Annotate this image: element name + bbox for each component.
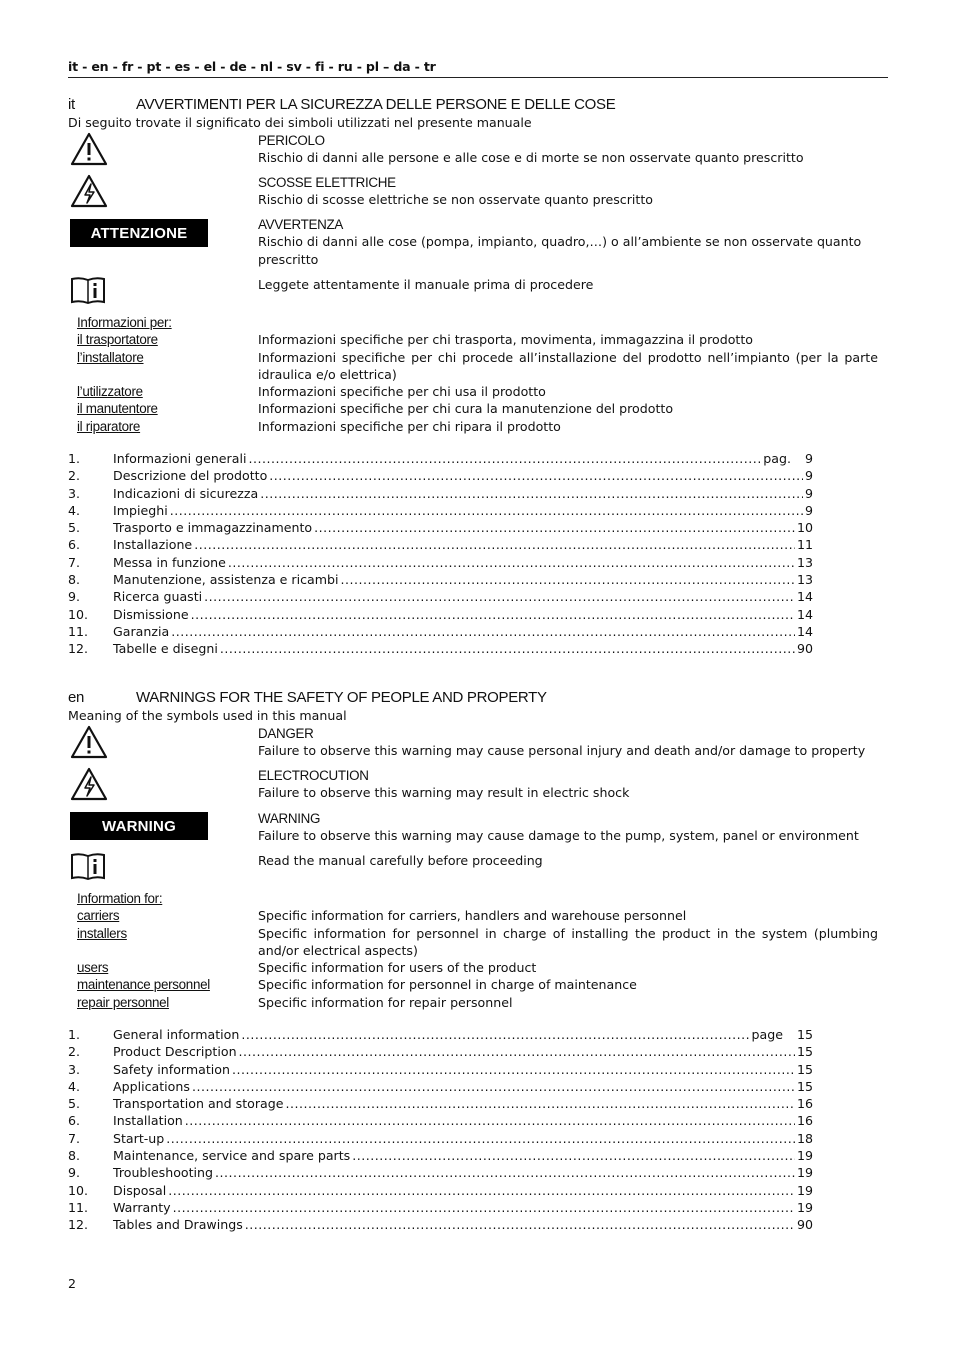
warning-badge: ATTENZIONE — [70, 219, 208, 247]
toc-number: 9. — [68, 1165, 81, 1181]
toc-row — [68, 1147, 813, 1164]
section-intro: Di seguito trovate il significato dei simboli utilizzati nel presente manuale — [68, 115, 532, 130]
toc-number: 5. — [68, 1096, 81, 1112]
toc-page-number: 19 — [796, 1148, 813, 1164]
toc-number: 5. — [68, 520, 81, 536]
language-code: en — [68, 689, 85, 706]
toc-leader-dots — [260, 485, 803, 502]
danger-description: Failure to observe this warning may cause personal injury and death and/or damage to property — [258, 743, 866, 758]
toc-page-label: pag. — [763, 451, 791, 466]
toc-row — [68, 1026, 813, 1043]
toc-page-number: 15 — [796, 1078, 813, 1094]
toc-page — [797, 606, 813, 623]
toc-page — [805, 467, 813, 484]
toc-page — [797, 1182, 813, 1199]
toc-title: Disposal — [113, 1182, 167, 1198]
toc-number: 9. — [68, 589, 81, 605]
section-intro: Meaning of the symbols used in this manual — [68, 708, 347, 723]
warning-badge: WARNING — [70, 812, 208, 840]
toc-leader-dots — [352, 1147, 795, 1164]
toc-number: 2. — [68, 1044, 81, 1060]
toc-page-number: 13 — [796, 554, 813, 570]
section-heading — [68, 689, 880, 707]
toc-row — [68, 1043, 813, 1060]
toc-number: 8. — [68, 572, 81, 588]
toc-number: 6. — [68, 537, 81, 553]
toc-page-number: 19 — [796, 1165, 813, 1181]
toc-leader-dots — [269, 467, 803, 484]
info-description: Specific information for repair personnel — [258, 995, 513, 1010]
toc-page — [797, 1130, 813, 1147]
info-description: Specific information for carriers, handlers and warehouse personnel — [258, 908, 687, 923]
info-description: Informazioni specifiche per chi ripara il prodotto — [258, 419, 561, 434]
toc-title: Indicazioni di sicurezza — [113, 485, 259, 501]
section-title: AVVERTIMENTI PER LA SICUREZZA DELLE PERSONE E DELLE COSE — [136, 96, 616, 113]
info-label: il riparatore — [77, 419, 141, 434]
toc-row — [68, 1095, 813, 1112]
toc-leader-dots — [314, 519, 795, 536]
toc-page-number: 15 — [796, 1044, 813, 1060]
toc-page — [797, 554, 813, 571]
toc-number: 7. — [68, 554, 81, 570]
toc-page — [797, 1043, 813, 1060]
toc-title: Maintenance, service and spare parts — [113, 1148, 351, 1164]
info-label: installers — [77, 926, 127, 941]
electric-description: Rischio di scosse elettriche se non osservate quanto prescritto — [258, 192, 653, 207]
toc-title: Ricerca guasti — [113, 589, 203, 605]
toc-page — [797, 1095, 813, 1112]
toc-page — [797, 536, 813, 553]
toc-number: 12. — [68, 641, 89, 657]
toc-leader-dots — [232, 1061, 795, 1078]
toc-title: Manutenzione, assistenza e ricambi — [113, 572, 339, 588]
toc-page — [763, 450, 813, 467]
toc-page — [797, 1147, 813, 1164]
toc-leader-dots — [173, 1199, 795, 1216]
toc-page-number: 90 — [796, 641, 813, 657]
manual-description: Read the manual carefully before proceeding — [258, 853, 543, 868]
toc-leader-dots — [170, 502, 803, 519]
toc-page-number: 16 — [796, 1113, 813, 1129]
toc-title: Dismissione — [113, 606, 189, 622]
section-en — [68, 689, 880, 1239]
warning-description: Rischio di danni alle cose (pompa, impianto, quadro,…) o all’ambiente se non osservate quanto prescritto — [258, 234, 862, 267]
toc-page-label: page — [751, 1027, 783, 1042]
toc-page — [797, 1061, 813, 1078]
toc-leader-dots — [341, 571, 795, 588]
toc-page — [797, 519, 813, 536]
toc-row — [68, 467, 813, 484]
info-label: repair personnel — [77, 995, 169, 1010]
section-title: WARNINGS FOR THE SAFETY OF PEOPLE AND PROPERTY — [136, 689, 547, 706]
toc-row — [68, 1112, 813, 1129]
toc-page — [752, 1026, 814, 1043]
toc-title: Messa in funzione — [113, 554, 226, 570]
manual-book-icon — [70, 852, 106, 884]
info-label: il manutentore — [77, 401, 158, 416]
toc-leader-dots — [194, 536, 795, 553]
toc-title: Impieghi — [113, 502, 168, 518]
toc-title: Trasporto e immagazzinamento — [113, 520, 313, 536]
toc-title: General information — [113, 1027, 240, 1042]
toc-page-number: 18 — [796, 1130, 813, 1146]
toc-page-number: 14 — [796, 606, 813, 622]
toc-row — [68, 1164, 813, 1181]
section-heading — [68, 96, 880, 114]
toc-page — [805, 485, 813, 502]
info-label: maintenance personnel — [77, 977, 210, 992]
toc-row — [68, 640, 813, 657]
toc-row — [68, 554, 813, 571]
toc-page-number: 15 — [796, 1061, 813, 1077]
toc-page-number: 13 — [796, 572, 813, 588]
toc-number: 2. — [68, 468, 81, 484]
toc-leader-dots — [220, 640, 795, 657]
warning-title: WARNING — [258, 811, 321, 826]
toc-title: Safety information — [113, 1061, 230, 1077]
toc-number: 4. — [68, 502, 81, 518]
toc-title: Tabelle e disegni — [113, 641, 218, 657]
toc-page — [805, 502, 813, 519]
toc-page — [797, 623, 813, 640]
toc-page-number: 90 — [796, 1217, 813, 1233]
info-label: carriers — [77, 908, 120, 923]
section-it — [68, 96, 880, 661]
toc-page-number: 9 — [804, 451, 813, 466]
manual-book-icon — [70, 276, 106, 308]
toc-leader-dots — [285, 1095, 794, 1112]
toc-title: Troubleshooting — [113, 1165, 214, 1181]
table-of-contents — [68, 1026, 813, 1234]
language-list: it - en - fr - pt - es - el - de - nl - sv - fi - ru - pl – da - tr — [68, 58, 888, 78]
info-header: Information for: — [77, 891, 163, 906]
toc-number: 10. — [68, 1182, 89, 1198]
toc-title: Product Description — [113, 1044, 237, 1060]
electric-title: ELECTROCUTION — [258, 768, 369, 783]
toc-row — [68, 1078, 813, 1095]
manual-description: Leggete attentamente il manuale prima di procedere — [258, 277, 594, 292]
info-description: Specific information for personnel in charge of maintenance — [258, 977, 637, 992]
page-number: 2 — [68, 1276, 77, 1291]
toc-row — [68, 571, 813, 588]
toc-number: 3. — [68, 485, 81, 501]
language-code: it — [68, 96, 75, 113]
danger-title: DANGER — [258, 726, 314, 741]
info-header: Informazioni per: — [77, 315, 172, 330]
toc-number: 1. — [68, 1027, 81, 1042]
electric-description: Failure to observe this warning may result in electric shock — [258, 785, 630, 800]
info-label: l’installatore — [77, 350, 144, 365]
toc-page-number: 19 — [796, 1199, 813, 1215]
danger-title: PERICOLO — [258, 133, 325, 148]
toc-page-number: 14 — [796, 623, 813, 639]
electric-title: SCOSSE ELETTRICHE — [258, 175, 396, 190]
toc-number: 10. — [68, 606, 89, 622]
toc-page-number: 16 — [796, 1096, 813, 1112]
toc-number: 6. — [68, 1113, 81, 1129]
toc-number: 1. — [68, 451, 81, 466]
electric-shock-icon — [70, 174, 108, 212]
warning-title: AVVERTENZA — [258, 217, 344, 232]
toc-leader-dots — [248, 450, 761, 467]
toc-leader-dots — [168, 1182, 795, 1199]
toc-row — [68, 1130, 813, 1147]
toc-row — [68, 1216, 813, 1233]
toc-page-number: 9 — [804, 468, 813, 484]
toc-page — [797, 588, 813, 605]
warning-description: Failure to observe this warning may cause damage to the pump, system, panel or environment — [258, 828, 859, 843]
toc-title: Transportation and storage — [113, 1096, 284, 1112]
toc-page-number: 15 — [796, 1027, 813, 1042]
toc-page — [797, 1112, 813, 1129]
toc-row — [68, 519, 813, 536]
toc-title: Tables and Drawings — [113, 1217, 243, 1233]
toc-title: Start-up — [113, 1130, 165, 1146]
toc-number: 4. — [68, 1078, 81, 1094]
danger-description: Rischio di danni alle persone e alle cose e di morte se non osservate quanto prescritto — [258, 150, 804, 165]
toc-title: Informazioni generali — [113, 451, 247, 466]
toc-row — [68, 606, 813, 623]
toc-leader-dots — [192, 1078, 795, 1095]
toc-number: 12. — [68, 1217, 89, 1233]
toc-page — [797, 1199, 813, 1216]
toc-page — [797, 1078, 813, 1095]
toc-leader-dots — [171, 623, 795, 640]
toc-title: Descrizione del prodotto — [113, 468, 268, 484]
toc-number: 11. — [68, 1199, 89, 1215]
toc-row — [68, 1061, 813, 1078]
toc-page-number: 9 — [804, 502, 813, 518]
toc-leader-dots — [239, 1043, 795, 1060]
toc-page-number: 10 — [796, 520, 813, 536]
electric-shock-icon — [70, 767, 108, 805]
toc-leader-dots — [215, 1164, 795, 1181]
toc-row — [68, 1199, 813, 1216]
toc-leader-dots — [245, 1216, 795, 1233]
toc-page-number: 11 — [796, 537, 813, 553]
info-description: Informazioni specifiche per chi procede all’installazione del prodotto nell’impianto (per la parte idraulica e/o elettrica) — [258, 350, 878, 382]
toc-title: Warranty — [113, 1199, 171, 1215]
toc-leader-dots — [228, 554, 795, 571]
toc-title: Applications — [113, 1078, 190, 1094]
toc-title: Installazione — [113, 537, 193, 553]
toc-page — [797, 1216, 813, 1233]
toc-leader-dots — [241, 1026, 749, 1043]
toc-row — [68, 623, 813, 640]
toc-leader-dots — [185, 1112, 795, 1129]
danger-triangle-icon — [70, 725, 108, 763]
info-label: users — [77, 960, 109, 975]
table-of-contents — [68, 450, 813, 658]
toc-leader-dots — [166, 1130, 795, 1147]
toc-row — [68, 1182, 813, 1199]
toc-page — [797, 571, 813, 588]
toc-page — [797, 640, 813, 657]
toc-number: 8. — [68, 1148, 81, 1164]
toc-page-number: 19 — [796, 1182, 813, 1198]
info-description: Informazioni specifiche per chi cura la manutenzione del prodotto — [258, 401, 674, 416]
toc-leader-dots — [191, 606, 795, 623]
toc-title: Garanzia — [113, 623, 170, 639]
info-label: il trasportatore — [77, 332, 158, 347]
toc-row — [68, 450, 813, 467]
toc-row — [68, 485, 813, 502]
toc-row — [68, 502, 813, 519]
toc-row — [68, 588, 813, 605]
info-description: Informazioni specifiche per chi usa il prodotto — [258, 384, 546, 399]
toc-page — [797, 1164, 813, 1181]
toc-title: Installation — [113, 1113, 183, 1129]
toc-number: 7. — [68, 1130, 81, 1146]
info-description: Informazioni specifiche per chi trasporta, movimenta, immagazzina il prodotto — [258, 332, 754, 347]
info-label: l’utilizzatore — [77, 384, 143, 399]
toc-page-number: 14 — [796, 589, 813, 605]
toc-number: 3. — [68, 1061, 81, 1077]
danger-triangle-icon — [70, 132, 108, 170]
info-description: Specific information for users of the product — [258, 960, 537, 975]
toc-leader-dots — [204, 588, 795, 605]
info-description: Specific information for personnel in charge of installing the product in the system (plumbing and/or electrical aspects) — [258, 926, 878, 958]
toc-page-number: 9 — [804, 485, 813, 501]
toc-row — [68, 536, 813, 553]
toc-number: 11. — [68, 623, 89, 639]
